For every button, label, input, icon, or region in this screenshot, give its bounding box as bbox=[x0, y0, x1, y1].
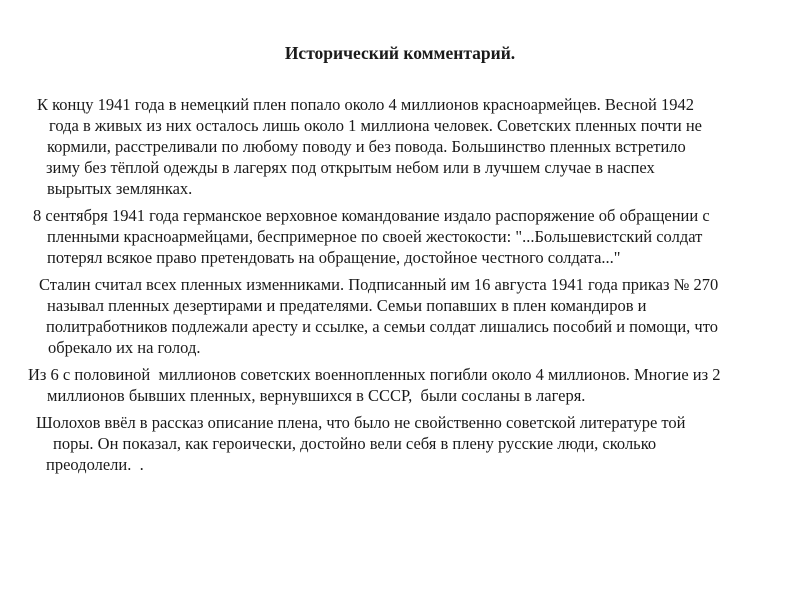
text-line: называл пленных дезертирами и предателями. Семьи попавших в плен командиров и bbox=[47, 296, 647, 315]
text-line: 8 сентября 1941 года германское верховное командование издало распоряжение об обращении с bbox=[33, 206, 710, 225]
text-line: года в живых из них осталось лишь около 1 миллиона человек. Советских пленных почти не bbox=[49, 116, 702, 135]
paragraph-1 bbox=[0, 94, 800, 199]
text-line: пленными красноармейцами, беспримерное по своей жестокости: "...Большевистский солдат bbox=[47, 227, 703, 246]
text-line: миллионов бывших пленных, вернувшихся в СССР, были сосланы в лагеря. bbox=[47, 386, 586, 405]
text-line: вырытых землянках. bbox=[47, 179, 193, 198]
slide-title: Исторический комментарий. bbox=[284, 43, 516, 63]
text-line: кормили, расстреливали по любому поводу и без повода. Большинство пленных встретило bbox=[47, 137, 686, 156]
text-line: обрекало их на голод. bbox=[48, 338, 201, 357]
text-line: преодолели. . bbox=[46, 455, 144, 474]
text-line: поры. Он показал, как героически, достойно вели себя в плену русские люди, сколько bbox=[53, 434, 657, 453]
text-line: Сталин считал всех пленных изменниками. Подписанный им 16 августа 1941 года приказ № 270 bbox=[39, 275, 719, 294]
text-line: К концу 1941 года в немецкий плен попало около 4 миллионов красноармейцев. Весной 1942 bbox=[37, 95, 694, 114]
paragraph-4 bbox=[0, 364, 800, 406]
paragraph-3 bbox=[0, 274, 800, 358]
text-line: Шолохов ввёл в рассказ описание плена, что было не свойственно советской литературе той bbox=[36, 413, 686, 432]
paragraph-5 bbox=[0, 412, 800, 475]
paragraph-2 bbox=[0, 205, 800, 268]
text-line: потерял всякое право претендовать на обращение, достойное честного солдата..." bbox=[47, 248, 621, 267]
text-line: Из 6 с половиной миллионов советских военнопленных погибли около 4 миллионов. Многие из 2 bbox=[28, 365, 721, 384]
text-body bbox=[0, 94, 800, 481]
text-line: зиму без тёплой одежды в лагерях под открытым небом или в лучшем случае в наспех bbox=[46, 158, 655, 177]
text-line: политработников подлежали аресту и ссылке, а семьи солдат лишались пособий и помощи, что bbox=[46, 317, 718, 336]
